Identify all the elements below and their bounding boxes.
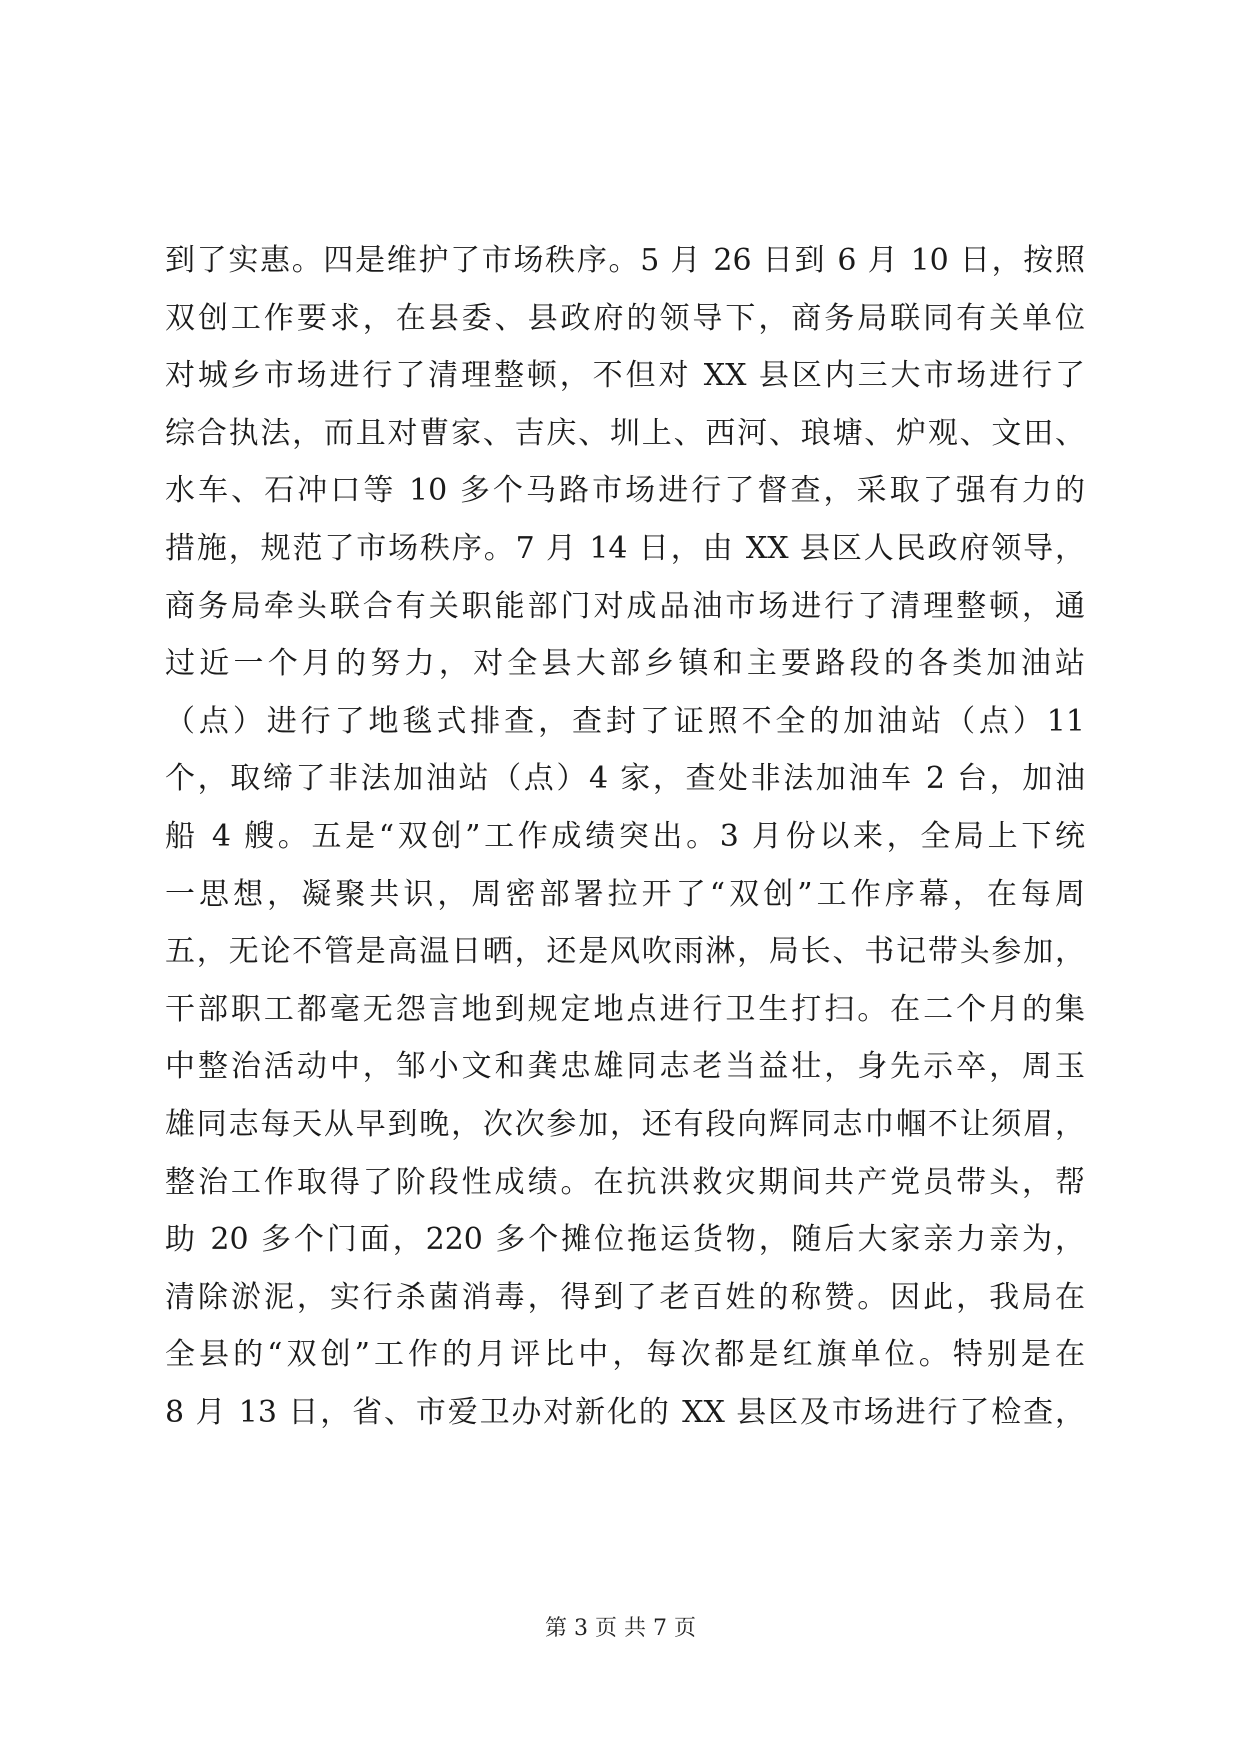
text-line-14: 干部职工都毫无怨言地到规定地点进行卫生打扫。在二个月的集 xyxy=(165,991,1085,1027)
text-line-3: 对城乡市场进行了清理整顿，不但对 XX 县区内三大市场进行了 xyxy=(165,358,1085,394)
page-footer: 第 3 页 共 7 页 xyxy=(545,1616,696,1641)
text-line-5: 水车、石冲口等 10 多个马路市场进行了督查，采取了强有力的 xyxy=(165,473,1085,509)
text-line-9: （点）进行了地毯式排查，查封了证照不全的加油站（点）11 xyxy=(165,703,1085,739)
text-line-7: 商务局牵头联合有关职能部门对成品油市场进行了清理整顿，通 xyxy=(165,588,1085,624)
text-line-11: 船 4 艘。五是“双创”工作成绩突出。3 月份以来，全局上下统 xyxy=(165,818,1085,854)
text-line-10: 个，取缔了非法加油站（点）4 家，查处非法加油车 2 台，加油 xyxy=(165,761,1085,797)
text-line-4: 综合执法，而且对曹家、吉庆、圳上、西河、琅塘、炉观、文田、 xyxy=(165,415,1085,451)
text-line-16: 雄同志每天从早到晚，次次参加，还有段向辉同志巾帼不让须眉， xyxy=(165,1106,1085,1142)
text-line-21: 8 月 13 日，省、市爱卫办对新化的 XX 县区及市场进行了检查， xyxy=(165,1394,1085,1430)
text-line-19: 清除淤泥，实行杀菌消毒，得到了老百姓的称赞。因此，我局在 xyxy=(165,1279,1085,1315)
text-line-18: 助 20 多个门面，220 多个摊位拖运货物，随后大家亲力亲为， xyxy=(165,1222,1085,1258)
text-line-1: 到了实惠。四是维护了市场秩序。5 月 26 日到 6 月 10 日，按照 xyxy=(165,243,1085,278)
text-line-17: 整治工作取得了阶段性成绩。在抗洪救灾期间共产党员带头，帮 xyxy=(165,1164,1085,1200)
text-line-13: 五，无论不管是高温日晒，还是风吹雨淋，局长、书记带头参加， xyxy=(165,934,1085,970)
text-line-2: 双创工作要求，在县委、县政府的领导下，商务局联同有关单位 xyxy=(165,300,1085,336)
text-line-12: 一思想，凝聚共识，周密部署拉开了“双创”工作序幕，在每周 xyxy=(165,876,1085,912)
text-line-6: 措施，规范了市场秩序。7 月 14 日，由 XX 县区人民政府领导， xyxy=(165,530,1085,566)
text-line-15: 中整治活动中，邹小文和龚忠雄同志老当益壮，身先示卒，周玉 xyxy=(165,1049,1085,1085)
text-line-8: 过近一个月的努力，对全县大部乡镇和主要路段的各类加油站 xyxy=(165,646,1085,682)
body-paragraph xyxy=(165,232,1085,1441)
text-line-20: 全县的“双创”工作的月评比中，每次都是红旗单位。特别是在 xyxy=(165,1337,1085,1373)
